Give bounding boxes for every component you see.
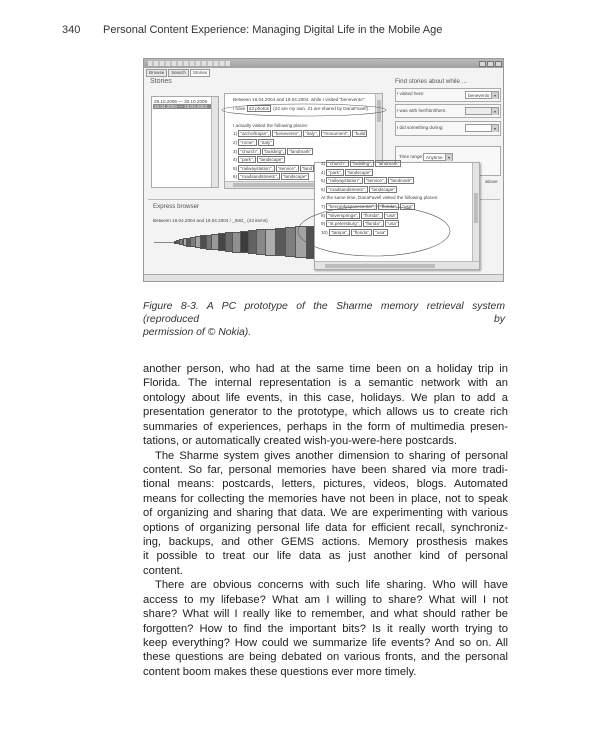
line-text: 7) (321, 203, 327, 209)
with-label: I was with her/him/them: (397, 108, 447, 113)
place-tag[interactable]: "roadsandstreets", (240, 174, 278, 180)
place-tag[interactable]: "service", (277, 165, 297, 171)
body-line: tations, or automatically created wish-you-were-here postcards. (143, 435, 458, 448)
tab-search[interactable]: Search (168, 69, 189, 77)
body-line: The Sharme system gives another dimension to sharing of personal (155, 449, 508, 462)
place-tag[interactable]: "rome", (240, 139, 256, 145)
line-text: 3) (321, 161, 327, 166)
body-line: means for collecting the memories have not been in place, not to speak (143, 492, 508, 505)
tab-browse[interactable]: Browse (146, 69, 167, 77)
highlight-ellipse-florida (298, 203, 450, 256)
body-line: share? What will I really like to remember, and what should rather be (143, 608, 508, 621)
place-tag[interactable]: "church", (240, 148, 259, 154)
figure-caption (143, 300, 505, 340)
place-tag[interactable]: "kennedyspacecenter", (328, 203, 376, 209)
highlight-ellipse-photos (222, 104, 386, 116)
date-range-item-selected[interactable]: 16.04.2004 — 19.04.2004 (153, 104, 211, 109)
body-line: access to my lifebase? What am I willing to share? What will I not (143, 593, 508, 606)
line-text: 4) (321, 169, 327, 175)
place-tag[interactable]: 43 photos (248, 105, 269, 111)
express-summary: Between 16.04.2004 and 19.04.2004 / _IMG_ (43 items) (153, 218, 268, 223)
tab-stories[interactable]: Stories (190, 69, 210, 77)
visited-value: benevento (468, 93, 490, 98)
line-text: 4) (233, 157, 239, 163)
body-line: these questions are being debated on various fronts, and the personal (143, 651, 508, 664)
body-line: ontology about life events, in this case, holidays. We plan to add a (143, 391, 508, 404)
body-line: content boom makes these questions ever more timely. (143, 665, 417, 678)
running-title: Personal Content Experience: Managing Digital Life in the Mobile Age (103, 24, 443, 36)
body-line: Florida. The internal representation is a semantic network with an (143, 377, 508, 390)
line-text: 2) (233, 139, 239, 145)
highlight-ellipses (144, 59, 504, 282)
place-tag[interactable]: "usa" (386, 221, 398, 227)
time-range-label: Time range: (399, 154, 424, 159)
body-line: presentation generator to the prototype, which allows us to create rich (143, 406, 508, 419)
visited-label: I visited here: (397, 91, 425, 96)
place-tag[interactable]: "landscape" (258, 157, 284, 163)
place-tag[interactable]: "benevento", (274, 131, 301, 137)
line-text: 6) (233, 174, 239, 180)
place-tag[interactable]: "florida", (363, 212, 381, 218)
date-range-item[interactable]: 29.10.2006 — 30.10.2006 (154, 99, 208, 104)
place-tag[interactable]: "tampa", (330, 229, 349, 235)
body-text (143, 362, 508, 679)
line-text: 5) (233, 165, 239, 171)
place-tag[interactable]: "railwaystation", (328, 178, 361, 184)
place-tag[interactable]: "florida", (364, 221, 382, 227)
body-line: options of organizing personal life data for efficient recall, synchroniz- (143, 521, 508, 534)
place-tag[interactable]: "railwaystation", (240, 165, 273, 171)
place-tag[interactable]: "monument", (322, 131, 350, 137)
line-text: 6) (321, 186, 327, 192)
place-tag[interactable]: "usa" (385, 212, 397, 218)
place-tag[interactable]: "building", (263, 148, 285, 154)
place-tag[interactable]: "roadsandstreets", (328, 186, 366, 192)
place-tag[interactable]: "italy" (260, 139, 272, 145)
place-tag[interactable]: "florida", (380, 203, 398, 209)
body-line: of organizing and sharing that data. We are experimenting with various (143, 507, 508, 520)
time-range-value: Anytime (426, 155, 443, 160)
body-line: keep everything? How could we summarize life events? And so on. All (143, 637, 508, 650)
above-text: above (485, 179, 498, 184)
body-line: summaries of experiences, perhaps in the form of multimedia presen- (143, 420, 508, 433)
place-tag[interactable]: "usa" (375, 229, 386, 235)
place-tag[interactable]: "italy", (305, 131, 318, 137)
place-tag[interactable]: "usa" (402, 203, 414, 209)
status-bar (144, 274, 503, 281)
body-line: There are obvious concerns with such life sharing. Who will have (155, 579, 508, 592)
line-text: (22 are my own, 21 are shared by DanaFavell). (271, 105, 370, 111)
body-line: ing, backups, and other GEMS actions. Memory prosthesis makes (143, 536, 508, 549)
place-tag[interactable]: "florida", (353, 229, 371, 235)
line-text: 1) (233, 131, 239, 137)
express-browser-heading: Express browser (153, 203, 200, 210)
body-line: content. So far, personal memories have been shared via more tradi- (143, 463, 508, 476)
place-tag[interactable]: "landmark" (377, 161, 400, 166)
body-line: forgotten? How to find the important bits? Is it really worth trying to (143, 622, 508, 635)
place-tag[interactable]: "landscape" (282, 174, 308, 180)
place-tag[interactable]: "build (354, 131, 366, 137)
place-tag[interactable]: "st.petersburg", (328, 221, 360, 227)
stories-heading: Stories (150, 78, 172, 85)
line-text: Between 16.04.2004 and 19.04.2004, while I visited "benevento": (233, 97, 366, 102)
caption-line: Figure 8-3. A PC prototype of the Sharme memory retrieval system (reproduced by (143, 301, 505, 326)
place-tag[interactable]: "landscape" (346, 169, 372, 175)
place-tag[interactable]: "land (301, 165, 313, 171)
caption-line: permission of © Nokia). (143, 327, 252, 339)
line-text: At the same time, DanaFavell visited the following places: (321, 195, 439, 201)
line-text: 10) (321, 229, 329, 235)
place-tag[interactable]: "landscape" (370, 186, 396, 192)
body-line: tional means: postcards, letters, pictures, videos, blogs. Automated (143, 478, 508, 491)
body-line: it possible to treat our life data as just another kind of personal (143, 550, 508, 563)
place-tag[interactable]: "church", (328, 161, 347, 166)
body-line: content. (143, 564, 183, 577)
line-text: I actually visited the following places: (233, 122, 309, 128)
place-tag[interactable]: "park", (328, 169, 342, 175)
line-text: 8) (321, 212, 327, 218)
place-tag[interactable]: "landmark" (389, 178, 412, 184)
place-tag[interactable]: "building", (351, 161, 373, 166)
body-line: another person, who had at the same time been on a holiday trip in (143, 363, 508, 375)
place-tag[interactable]: "landmark" (289, 148, 312, 154)
did-label: I did something during: (397, 125, 444, 130)
place-tag[interactable]: "service", (365, 178, 385, 184)
find-stories-heading: Find stories about while ... (395, 78, 467, 85)
line-text: 5) (321, 178, 327, 184)
page-number: 340 (62, 24, 81, 36)
chevron-down-icon: ▾ (491, 125, 498, 132)
line-text: I have (233, 105, 247, 111)
place-tag[interactable]: "silversprings", (328, 212, 359, 218)
chevron-down-icon: ▾ (445, 154, 452, 161)
chevron-down-icon: ▾ (491, 92, 498, 99)
line-text: 9) (321, 221, 327, 227)
place-tag[interactable]: "park", (240, 157, 254, 163)
figure-screenshot (143, 58, 504, 282)
line-text: 3) (233, 148, 239, 154)
place-tag[interactable]: "archoftrajan", (240, 131, 270, 137)
chevron-down-icon: ▾ (491, 108, 498, 115)
